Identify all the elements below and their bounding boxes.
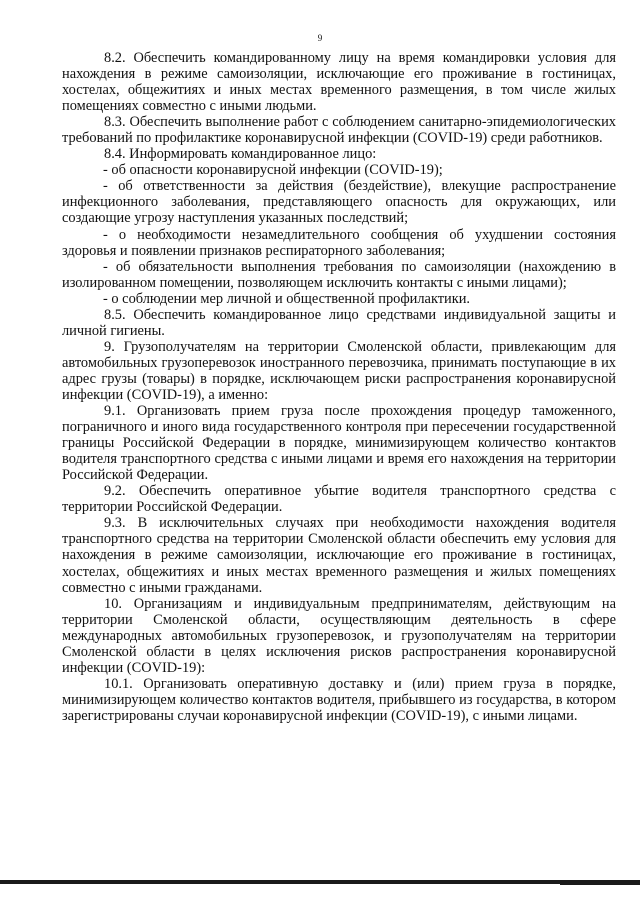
paragraph-9-3: 9.3. В исключительных случаях при необходимости нахождения водителя транспортного средства на территории Смоленской области обеспечить ему условия для нахождения в режиме самоизоляции, исключающие его проживание в гостиницах, хостелах, общежитиях и иных местах временного размещения и жилых помещениях совместно с иными гражданами. — [62, 515, 616, 596]
paragraph-8-4: 8.4. Информировать командированное лицо: — [104, 146, 377, 163]
list-item-self-isolation: - об обязательности выполнения требования по самоизоляции (нахождению в изолированном помещении, позволяющем исключить контакты с иными лицами); — [62, 258, 616, 291]
paragraph-8-2: 8.2. Обеспечить командированному лицу на время командировки условия для нахождения в режиме самоизоляции, исключающие его проживание в гостиницах, хостелах, общежитиях и иных местах временного размещения, в том числе жилых помещениях совместно с иными людьми. — [62, 50, 616, 115]
paragraph-9: 9. Грузополучателям на территории Смоленской области, привлекающим для автомобильных грузоперевозок иностранного перевозчика, принимать поступающие в их адрес грузы (товары) в порядке, исключающем риски распространения коронавирусной инфекции (COVID-19), а именно: — [62, 338, 616, 403]
paragraph-10: 10. Организациям и индивидуальным предпринимателям, действующим на территории Смоленской области, осуществляющим деятельность в сфере международных автомобильных грузоперевозок, и грузополучателям на территории Смоленской области в целях исключения рисков распространения коронавирусной инфекции (COVID-19): — [62, 595, 616, 676]
list-item-report-health: - о необходимости незамедлительного сообщения об ухудшении состояния здоровья и появлении признаков респираторного заболевания; — [62, 226, 616, 259]
list-item-covid-danger: - об опасности коронавирусной инфекции (COVID-19); — [103, 162, 443, 179]
paragraph-9-2: 9.2. Обеспечить оперативное убытие водителя транспортного средства с территории Российской Федерации. — [62, 483, 616, 516]
paragraph-10-1: 10.1. Организовать оперативную доставку и (или) прием груза в порядке, минимизирующем количество контактов водителя, прибывшего из государства, в котором зарегистрированы случаи коронавирусной инфекции (COVID-19), с иными лицами. — [62, 675, 616, 724]
paragraph-9-1: 9.1. Организовать прием груза после прохождения процедур таможенного, пограничного и иного вида государственного контроля при пересечении государственной границы Российской Федерации в порядке, минимизирующем количество контактов водителя транспортного средства с иными лицами и время его нахождения на территории Российской Федерации. — [62, 403, 616, 484]
list-item-prevention: - о соблюдении мер личной и общественной профилактики. — [103, 290, 471, 307]
bottom-border-corner — [560, 880, 640, 885]
page-number: 9 — [317, 33, 323, 43]
paragraph-8-3: 8.3. Обеспечить выполнение работ с соблюдением санитарно-эпидемиологических требований по профилактике коронавирусной инфекции (COVID-19) среди работников. — [62, 114, 616, 147]
list-item-responsibility: - об ответственности за действия (бездействие), влекущие распространение инфекционного заболевания, представляющего опасность для окружающих, или создающие угрозу наступления указанных последствий; — [62, 178, 616, 227]
bottom-border-line — [0, 880, 640, 884]
document-body — [62, 50, 616, 724]
paragraph-8-5: 8.5. Обеспечить командированное лицо средствами индивидуальной защиты и личной гигиены. — [62, 306, 616, 339]
